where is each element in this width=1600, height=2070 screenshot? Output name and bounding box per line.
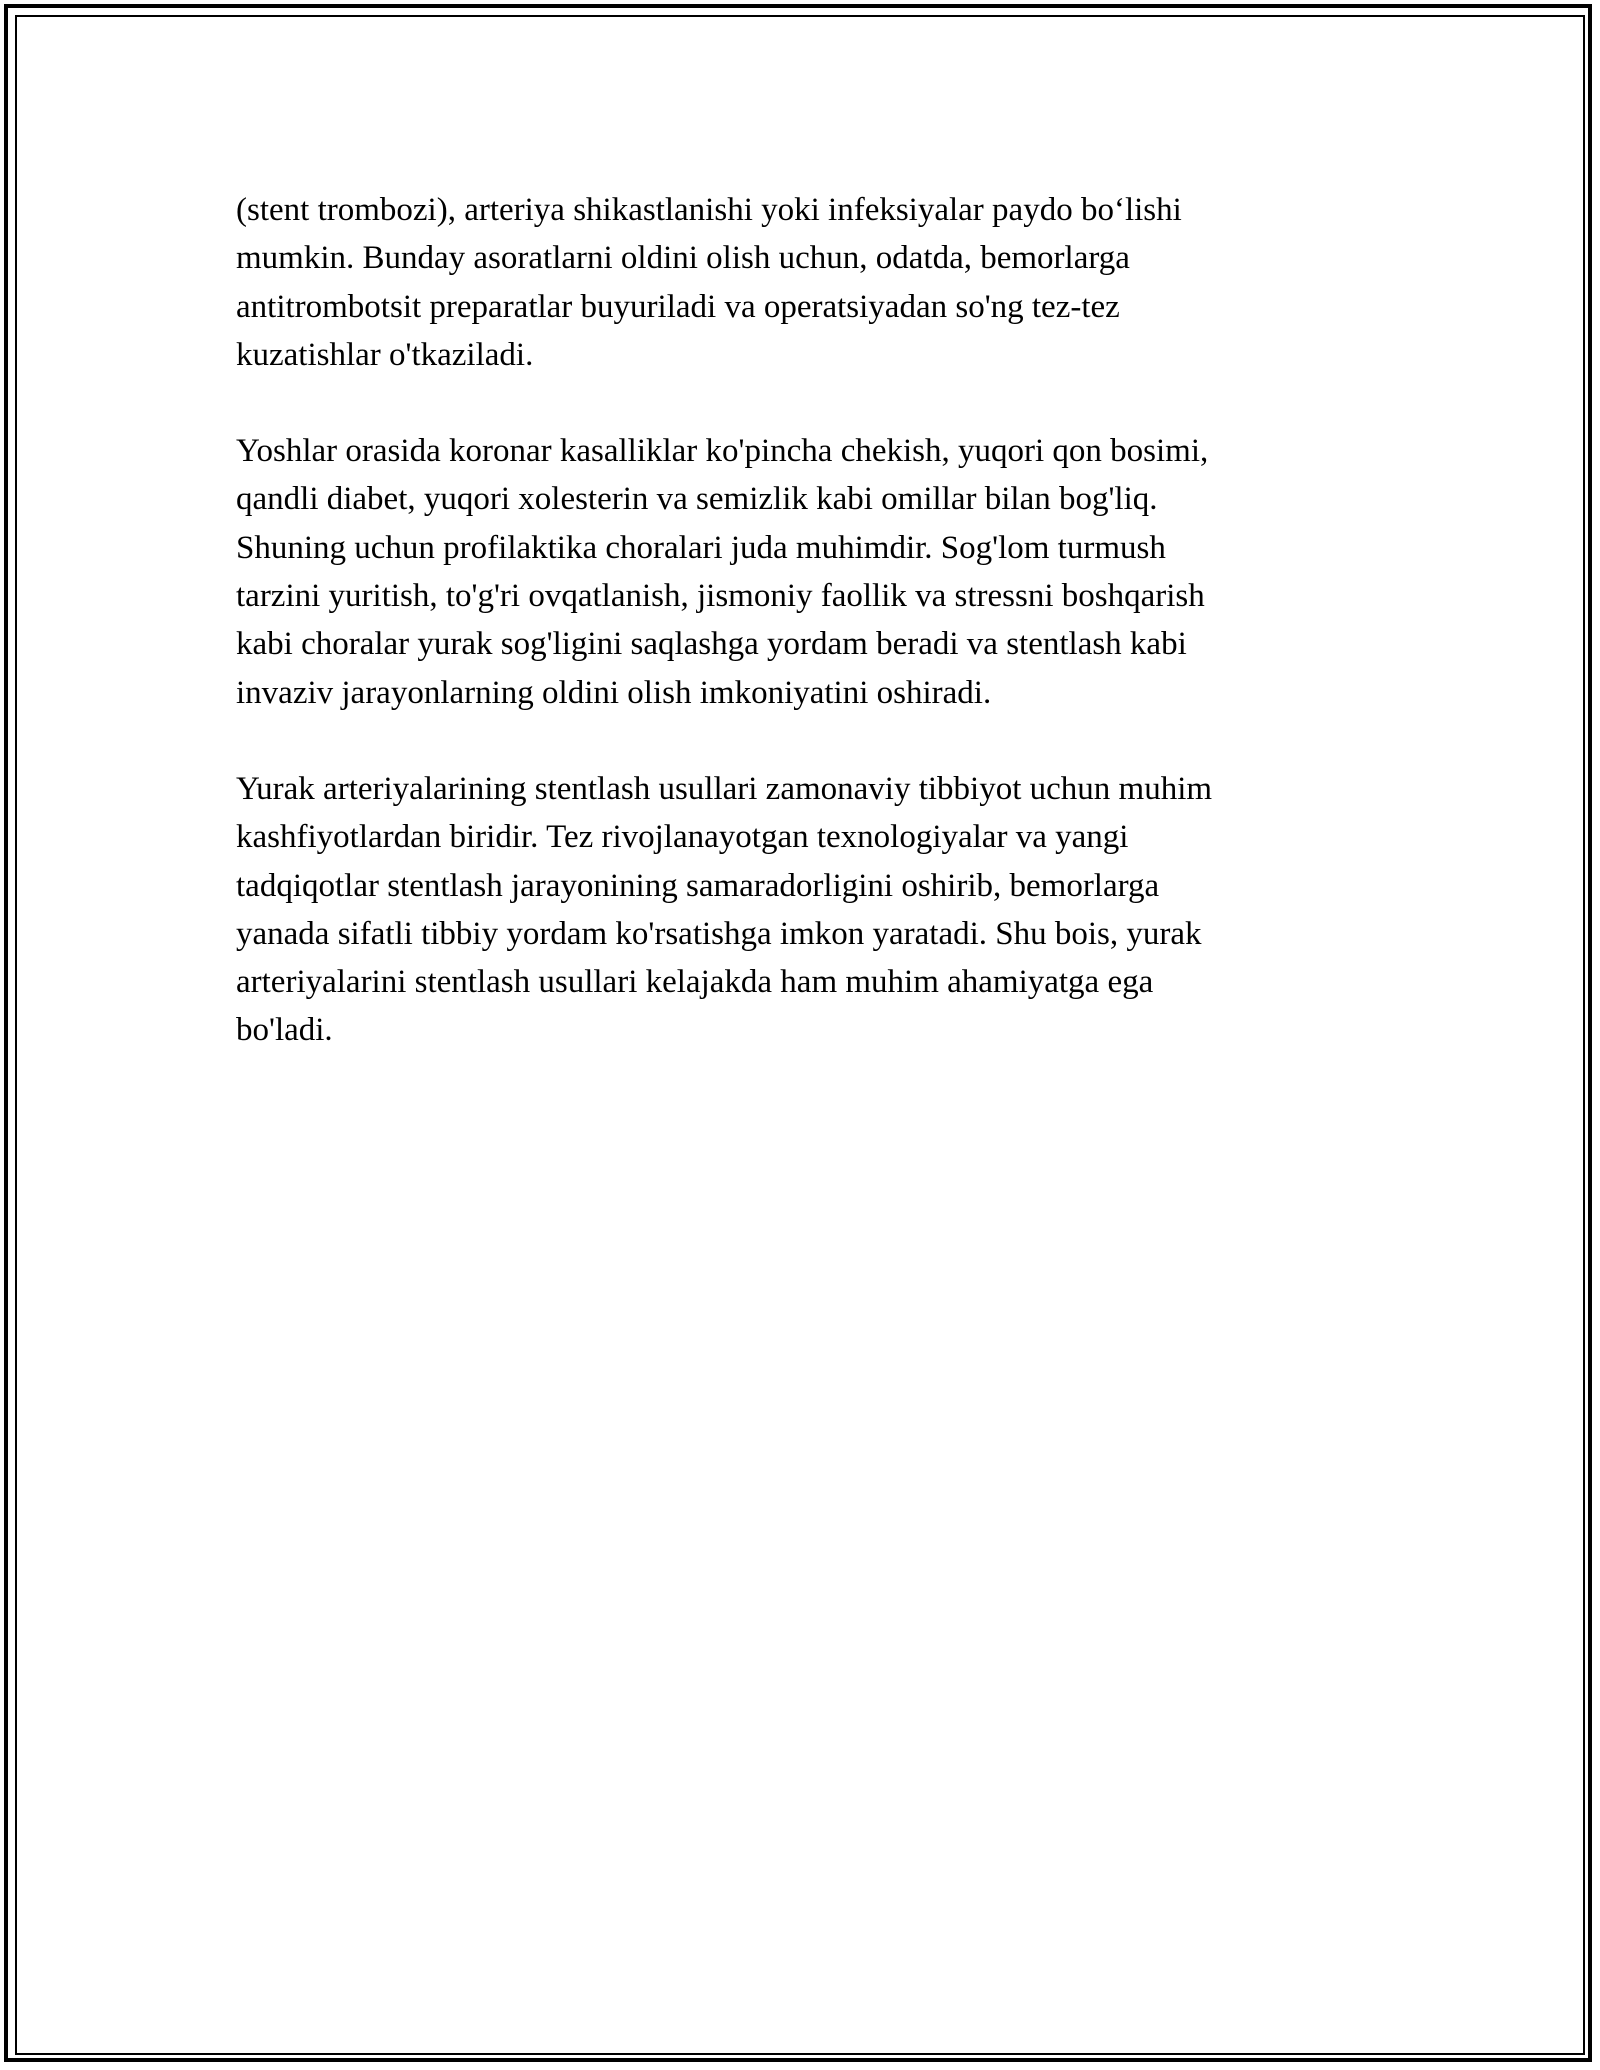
- document-body: [236, 186, 1366, 1103]
- paragraph-stent-complications: (stent trombozi), arteriya shikastlanishi yoki infeksiyalar paydo bo‘lishi mumkin. Bunday asoratlarni oldini olish uchun, odatda, bemorlarga antitrombotsit preparatlar buyuriladi va operatsiyadan so'ng tez-tez kuzatishlar o'tkaziladi.: [236, 192, 1182, 373]
- paragraph-risk-factors: Yoshlar orasida koronar kasalliklar ko'pincha chekish, yuqori qon bosimi, qandli diabet, yuqori xolesterin va semizlik kabi omillar bilan bog'liq. Shuning uchun profilaktika choralari juda muhimdir. Sog'lom turmush tarzini yuritish, to'g'ri ovqatlanish, jismoniy faollik va stressni boshqarish kabi choralar yurak sog'ligini saqlashga yordam beradi va stentlash kabi invaziv jarayonlarning oldini olish imkoniyatini oshiradi.: [236, 433, 1209, 711]
- paragraph-conclusion: Yurak arteriyalarining stentlash usullari zamonaviy tibbiyot uchun muhim kashfiyotlardan biridir. Tez rivojlanayotgan texnologiyalar va yangi tadqiqotlar stentlash jarayonining samaradorligini oshirib, bemorlarga yanada sifatli tibbiy yordam ko'rsatishga imkon yaratadi. Shu bois, yurak arteriyalarini stentlash usullari kelajakda ham muhim ahamiyatga ega bo'ladi.: [236, 770, 1213, 1049]
